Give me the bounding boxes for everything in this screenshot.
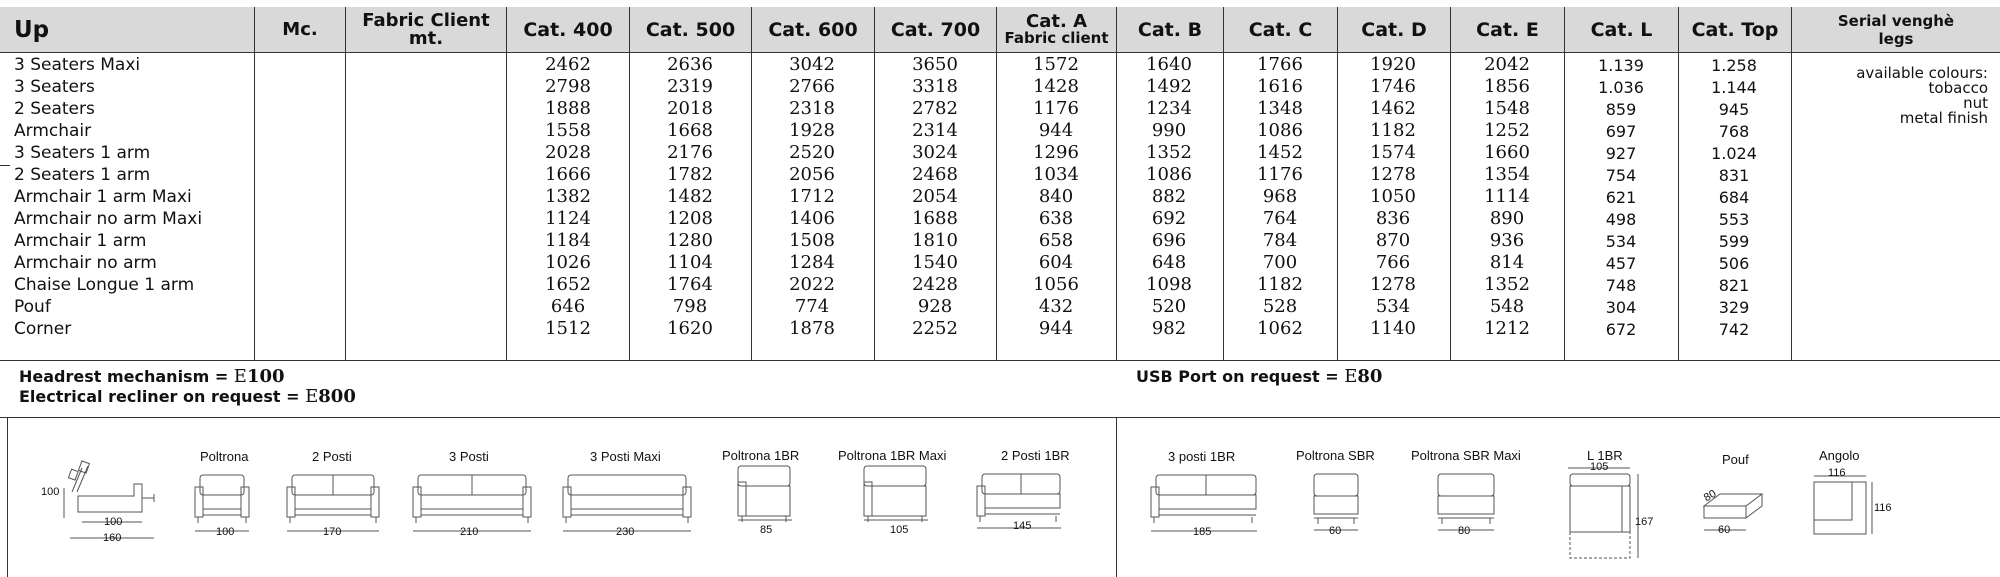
header-cat-l: Cat. L xyxy=(1590,18,1653,41)
price-cell: 692 xyxy=(1151,208,1187,229)
price-cell: 1382 xyxy=(545,186,591,207)
drawings-divider xyxy=(1116,417,1117,577)
price-cell: 1208 xyxy=(667,208,713,229)
price-cell: 1086 xyxy=(1257,120,1303,141)
usb-port-note: USB Port on request = E80 xyxy=(1136,366,1383,387)
poltrona-diagram xyxy=(194,473,250,533)
price-cell: 2782 xyxy=(912,98,958,119)
price-cell: 821 xyxy=(1718,276,1750,295)
price-cell: 1856 xyxy=(1484,76,1530,97)
price-cell: 2636 xyxy=(667,54,713,75)
header-mc: Mc. xyxy=(282,18,318,40)
price-cell: 1746 xyxy=(1370,76,1416,97)
diagram-label: Poltrona SBR Maxi xyxy=(1411,448,1521,463)
col-divider xyxy=(874,7,875,360)
colours-title: available colours: xyxy=(1856,64,1988,82)
price-cell: 2018 xyxy=(667,98,713,119)
price-cell: 697 xyxy=(1605,122,1637,141)
row-label: 3 Seaters 1 arm xyxy=(14,143,151,163)
price-cell: 2318 xyxy=(789,98,835,119)
price-cell: 1782 xyxy=(667,164,713,185)
angolo-width-dim: 116 xyxy=(1828,467,1846,479)
price-cell: 831 xyxy=(1718,166,1750,185)
price-cell: 1348 xyxy=(1257,98,1303,119)
recliner-depth-dim: 100 xyxy=(104,516,123,528)
price-cell: 1766 xyxy=(1257,54,1303,75)
price-cell: 520 xyxy=(1151,296,1187,317)
diagram-label: Angolo xyxy=(1819,448,1860,463)
price-cell: 534 xyxy=(1605,232,1637,251)
col-divider xyxy=(629,7,630,360)
col-divider xyxy=(1116,7,1117,360)
table-bottom-rule xyxy=(0,360,2000,361)
price-cell: 1176 xyxy=(1257,164,1303,185)
pouf-width-dim: 60 xyxy=(1718,524,1731,536)
price-cell: 457 xyxy=(1605,254,1637,273)
price-cell: 1668 xyxy=(667,120,713,141)
price-cell: 1104 xyxy=(667,252,713,273)
tre-posti-maxi-diagram xyxy=(562,473,692,533)
drawings-left-edge xyxy=(7,417,8,577)
price-cell: 534 xyxy=(1375,296,1411,317)
diagram-label: 3 Posti xyxy=(449,449,489,464)
price-cell: 3042 xyxy=(789,54,835,75)
price-cell: 982 xyxy=(1151,318,1187,339)
price-cell: 1176 xyxy=(1033,98,1079,119)
recliner-extended-dim: 160 xyxy=(103,532,122,544)
diagram-label: 3 posti 1BR xyxy=(1168,449,1236,464)
price-cell: 2428 xyxy=(912,274,958,295)
price-cell: 1184 xyxy=(545,230,591,251)
tre-posti-maxi-width-dim: 230 xyxy=(616,526,635,538)
row-label: 3 Seaters xyxy=(14,77,95,97)
price-cell: 1928 xyxy=(789,120,835,141)
l-1br-depth-dim: 167 xyxy=(1635,516,1654,528)
price-cell: 1.024 xyxy=(1711,144,1757,163)
price-cell: 528 xyxy=(1262,296,1298,317)
price-cell: 1616 xyxy=(1257,76,1303,97)
price-cell: 870 xyxy=(1375,230,1411,251)
price-cell: 1406 xyxy=(789,208,835,229)
price-cell: 1666 xyxy=(545,164,591,185)
price-cell: 944 xyxy=(1038,120,1074,141)
price-cell: 990 xyxy=(1151,120,1187,141)
price-cell: 304 xyxy=(1605,298,1637,317)
poltrona-sbr-maxi-diagram xyxy=(1436,472,1496,532)
price-cell: 2056 xyxy=(789,164,835,185)
price-cell: 840 xyxy=(1038,186,1074,207)
price-cell: 646 xyxy=(550,296,586,317)
price-cell: 604 xyxy=(1038,252,1074,273)
price-cell: 1540 xyxy=(912,252,958,273)
tre-posti-width-dim: 210 xyxy=(460,526,479,538)
header-cat-a: Cat. A Fabric client xyxy=(1004,11,1109,47)
header-up: Up xyxy=(14,16,50,43)
diagram-label: Pouf xyxy=(1722,452,1749,467)
price-cell: 754 xyxy=(1605,166,1637,185)
recliner-note: Electrical recliner on request = E800 xyxy=(19,386,356,407)
left-tick-rule xyxy=(0,165,10,166)
header-cat-500: Cat. 500 xyxy=(645,18,736,41)
price-cell: 928 xyxy=(917,296,953,317)
price-cell: 638 xyxy=(1038,208,1074,229)
pouf-depth-dim: 80 xyxy=(1701,487,1719,505)
price-cell: 498 xyxy=(1605,210,1637,229)
price-cell: 2054 xyxy=(912,186,958,207)
col-divider xyxy=(751,7,752,360)
price-cell: 1462 xyxy=(1370,98,1416,119)
header-cat-b: Cat. B xyxy=(1137,18,1203,41)
due-posti-1br-width-dim: 145 xyxy=(1013,520,1032,532)
price-cell: 882 xyxy=(1151,186,1187,207)
price-cell: 2766 xyxy=(789,76,835,97)
col-divider xyxy=(1678,7,1679,360)
price-cell: 1574 xyxy=(1370,142,1416,163)
price-cell: 329 xyxy=(1718,298,1750,317)
diagram-label: 3 Posti Maxi xyxy=(590,449,661,464)
row-label: Armchair no arm Maxi xyxy=(14,209,203,229)
price-cell: 764 xyxy=(1262,208,1298,229)
price-cell: 1056 xyxy=(1033,274,1079,295)
headrest-note: Headrest mechanism = E100 xyxy=(19,366,285,387)
header-fabric-client: Fabric Client mt. xyxy=(362,9,490,49)
price-cell: 1810 xyxy=(912,230,958,251)
price-cell: 1652 xyxy=(545,274,591,295)
price-cell: 1354 xyxy=(1484,164,1530,185)
row-label: Chaise Longue 1 arm xyxy=(14,275,195,295)
price-cell: 696 xyxy=(1151,230,1187,251)
header-cat-400: Cat. 400 xyxy=(523,18,613,41)
price-cell: 814 xyxy=(1489,252,1525,273)
col-divider xyxy=(996,7,997,360)
colour-item: tobacco xyxy=(1928,79,1988,97)
colour-item: metal finish xyxy=(1899,109,1988,127)
price-cell: 1278 xyxy=(1370,274,1416,295)
col-divider xyxy=(345,7,346,360)
poltrona-sbr-width-dim: 60 xyxy=(1329,525,1342,537)
price-cell: 944 xyxy=(1038,318,1074,339)
price-cell: 1086 xyxy=(1146,164,1192,185)
header-cat-600: Cat. 600 xyxy=(768,18,858,41)
price-cell: 1.139 xyxy=(1598,56,1644,75)
angolo-depth-dim: 116 xyxy=(1874,502,1892,514)
price-cell: 968 xyxy=(1262,186,1298,207)
header-cat-e: Cat. E xyxy=(1476,18,1539,41)
price-cell: 927 xyxy=(1605,144,1637,163)
col-divider xyxy=(1564,7,1565,360)
diagram-label: 2 Posti xyxy=(312,449,352,464)
price-cell: 3024 xyxy=(912,142,958,163)
price-cell: 1098 xyxy=(1146,274,1192,295)
price-cell: 1234 xyxy=(1146,98,1192,119)
price-cell: 2798 xyxy=(545,76,591,97)
price-cell: 1278 xyxy=(1370,164,1416,185)
price-cell: 768 xyxy=(1718,122,1750,141)
col-divider xyxy=(1450,7,1451,360)
row-label: Armchair no arm xyxy=(14,253,157,273)
price-cell: 2252 xyxy=(912,318,958,339)
poltrona-1br-diagram xyxy=(736,464,796,530)
price-cell: 766 xyxy=(1375,252,1411,273)
price-cell: 1512 xyxy=(545,318,591,339)
header-cat-c: Cat. C xyxy=(1248,18,1313,41)
price-cell: 748 xyxy=(1605,276,1637,295)
price-cell: 1026 xyxy=(545,252,591,273)
price-cell: 1920 xyxy=(1370,54,1416,75)
header-serial-legs: Serial venghè legs xyxy=(1837,11,1955,48)
price-cell: 1888 xyxy=(545,98,591,119)
price-cell: 1660 xyxy=(1484,142,1530,163)
price-cell: 1296 xyxy=(1033,142,1079,163)
row-label: Corner xyxy=(14,319,72,339)
price-cell: 836 xyxy=(1375,208,1411,229)
price-cell: 1548 xyxy=(1484,98,1530,119)
price-cell: 1508 xyxy=(789,230,835,251)
poltrona-1br-maxi-width-dim: 105 xyxy=(890,524,909,536)
price-cell: 774 xyxy=(794,296,830,317)
price-cell: 1492 xyxy=(1146,76,1192,97)
price-cell: 1428 xyxy=(1033,76,1079,97)
price-cell: 2176 xyxy=(667,142,713,163)
price-cell: 1.144 xyxy=(1711,78,1757,97)
price-cell: 2042 xyxy=(1484,54,1530,75)
col-divider xyxy=(506,7,507,360)
price-cell: 1688 xyxy=(912,208,958,229)
col-divider xyxy=(1791,7,1792,360)
price-cell: 506 xyxy=(1718,254,1750,273)
price-cell: 859 xyxy=(1605,100,1637,119)
recliner-height-dim: 100 xyxy=(41,486,60,498)
price-cell: 1452 xyxy=(1257,142,1303,163)
price-cell: 1558 xyxy=(545,120,591,141)
diagram-label: L 1BR xyxy=(1587,448,1623,463)
price-cell: 1640 xyxy=(1146,54,1192,75)
diagram-label: Poltrona 1BR Maxi xyxy=(838,448,947,463)
price-cell: 1050 xyxy=(1370,186,1416,207)
row-label: Armchair 1 arm Maxi xyxy=(14,187,192,207)
angolo-diagram xyxy=(1812,474,1878,538)
header-cat-700: Cat. 700 xyxy=(890,18,981,41)
row-label: 3 Seaters Maxi xyxy=(14,55,141,75)
price-cell: 945 xyxy=(1718,100,1750,119)
price-cell: 1140 xyxy=(1370,318,1416,339)
price-cell: 3318 xyxy=(912,76,958,97)
price-cell: 784 xyxy=(1262,230,1298,251)
price-cell: 621 xyxy=(1605,188,1637,207)
price-cell: 742 xyxy=(1718,320,1750,339)
price-cell: 2319 xyxy=(667,76,713,97)
tre-posti-1br-diagram xyxy=(1150,473,1258,533)
price-cell: 1034 xyxy=(1033,164,1079,185)
price-cell: 1252 xyxy=(1484,120,1530,141)
price-cell: 1182 xyxy=(1257,274,1303,295)
colour-item: nut xyxy=(1963,94,1988,112)
price-cell: 700 xyxy=(1262,252,1298,273)
price-cell: 1878 xyxy=(789,318,835,339)
price-cell: 936 xyxy=(1489,230,1525,251)
price-cell: 3650 xyxy=(912,54,958,75)
price-cell: 2028 xyxy=(545,142,591,163)
diagram-label: Poltrona SBR xyxy=(1296,448,1375,463)
price-cell: 2314 xyxy=(912,120,958,141)
price-cell: 672 xyxy=(1605,320,1637,339)
price-cell: 2462 xyxy=(545,54,591,75)
price-cell: 548 xyxy=(1489,296,1525,317)
price-cell: 1482 xyxy=(667,186,713,207)
col-divider xyxy=(254,7,255,360)
price-cell: 599 xyxy=(1718,232,1750,251)
due-posti-width-dim: 170 xyxy=(323,526,342,538)
price-cell: 1114 xyxy=(1484,186,1530,207)
price-cell: 1572 xyxy=(1033,54,1079,75)
row-label: 2 Seaters xyxy=(14,99,95,119)
price-cell: 1352 xyxy=(1146,142,1192,163)
tre-posti-1br-width-dim: 185 xyxy=(1193,526,1212,538)
price-cell: 2022 xyxy=(789,274,835,295)
poltrona-1br-maxi-diagram xyxy=(862,464,932,530)
price-cell: 648 xyxy=(1151,252,1187,273)
price-cell: 1124 xyxy=(545,208,591,229)
col-divider xyxy=(1223,7,1224,360)
tre-posti-diagram xyxy=(412,473,532,533)
row-label: 2 Seaters 1 arm xyxy=(14,165,151,185)
price-cell: 1.258 xyxy=(1711,56,1757,75)
diagram-label: Poltrona xyxy=(200,449,249,464)
price-cell: 1620 xyxy=(667,318,713,339)
price-cell: 2520 xyxy=(789,142,835,163)
price-cell: 658 xyxy=(1038,230,1074,251)
l-1br-width-dim: 105 xyxy=(1590,461,1609,473)
row-label: Pouf xyxy=(14,297,51,317)
poltrona-sbr-maxi-width-dim: 80 xyxy=(1458,525,1471,537)
price-cell: 1.036 xyxy=(1598,78,1644,97)
available-colours xyxy=(1788,66,1988,126)
due-posti-diagram xyxy=(286,473,380,533)
recliner-side-diagram xyxy=(42,460,162,550)
price-cell: 1764 xyxy=(667,274,713,295)
poltrona-1br-width-dim: 85 xyxy=(760,524,773,536)
price-cell: 1062 xyxy=(1257,318,1303,339)
header-cat-d: Cat. D xyxy=(1361,18,1427,41)
price-cell: 1280 xyxy=(667,230,713,251)
price-cell: 553 xyxy=(1718,210,1750,229)
l-1br-diagram xyxy=(1566,462,1646,562)
price-cell: 1212 xyxy=(1484,318,1530,339)
diagram-label: Poltrona 1BR xyxy=(722,448,800,463)
col-divider xyxy=(1337,7,1338,360)
price-cell: 1712 xyxy=(789,186,835,207)
row-label: Armchair 1 arm xyxy=(14,231,147,251)
price-cell: 684 xyxy=(1718,188,1750,207)
header-bottom-rule xyxy=(0,52,2000,53)
price-cell: 2468 xyxy=(912,164,958,185)
price-cell: 798 xyxy=(672,296,708,317)
notes-bottom-rule xyxy=(0,417,2000,418)
row-label: Armchair xyxy=(14,121,92,141)
price-cell: 890 xyxy=(1489,208,1525,229)
poltrona-sbr-diagram xyxy=(1312,472,1360,532)
header-cat-top: Cat. Top xyxy=(1691,18,1779,41)
price-cell: 1284 xyxy=(789,252,835,273)
price-cell: 1352 xyxy=(1484,274,1530,295)
poltrona-width-dim: 100 xyxy=(216,526,235,538)
diagram-label: 2 Posti 1BR xyxy=(1001,448,1070,463)
price-cell: 1182 xyxy=(1370,120,1416,141)
price-cell: 432 xyxy=(1038,296,1074,317)
